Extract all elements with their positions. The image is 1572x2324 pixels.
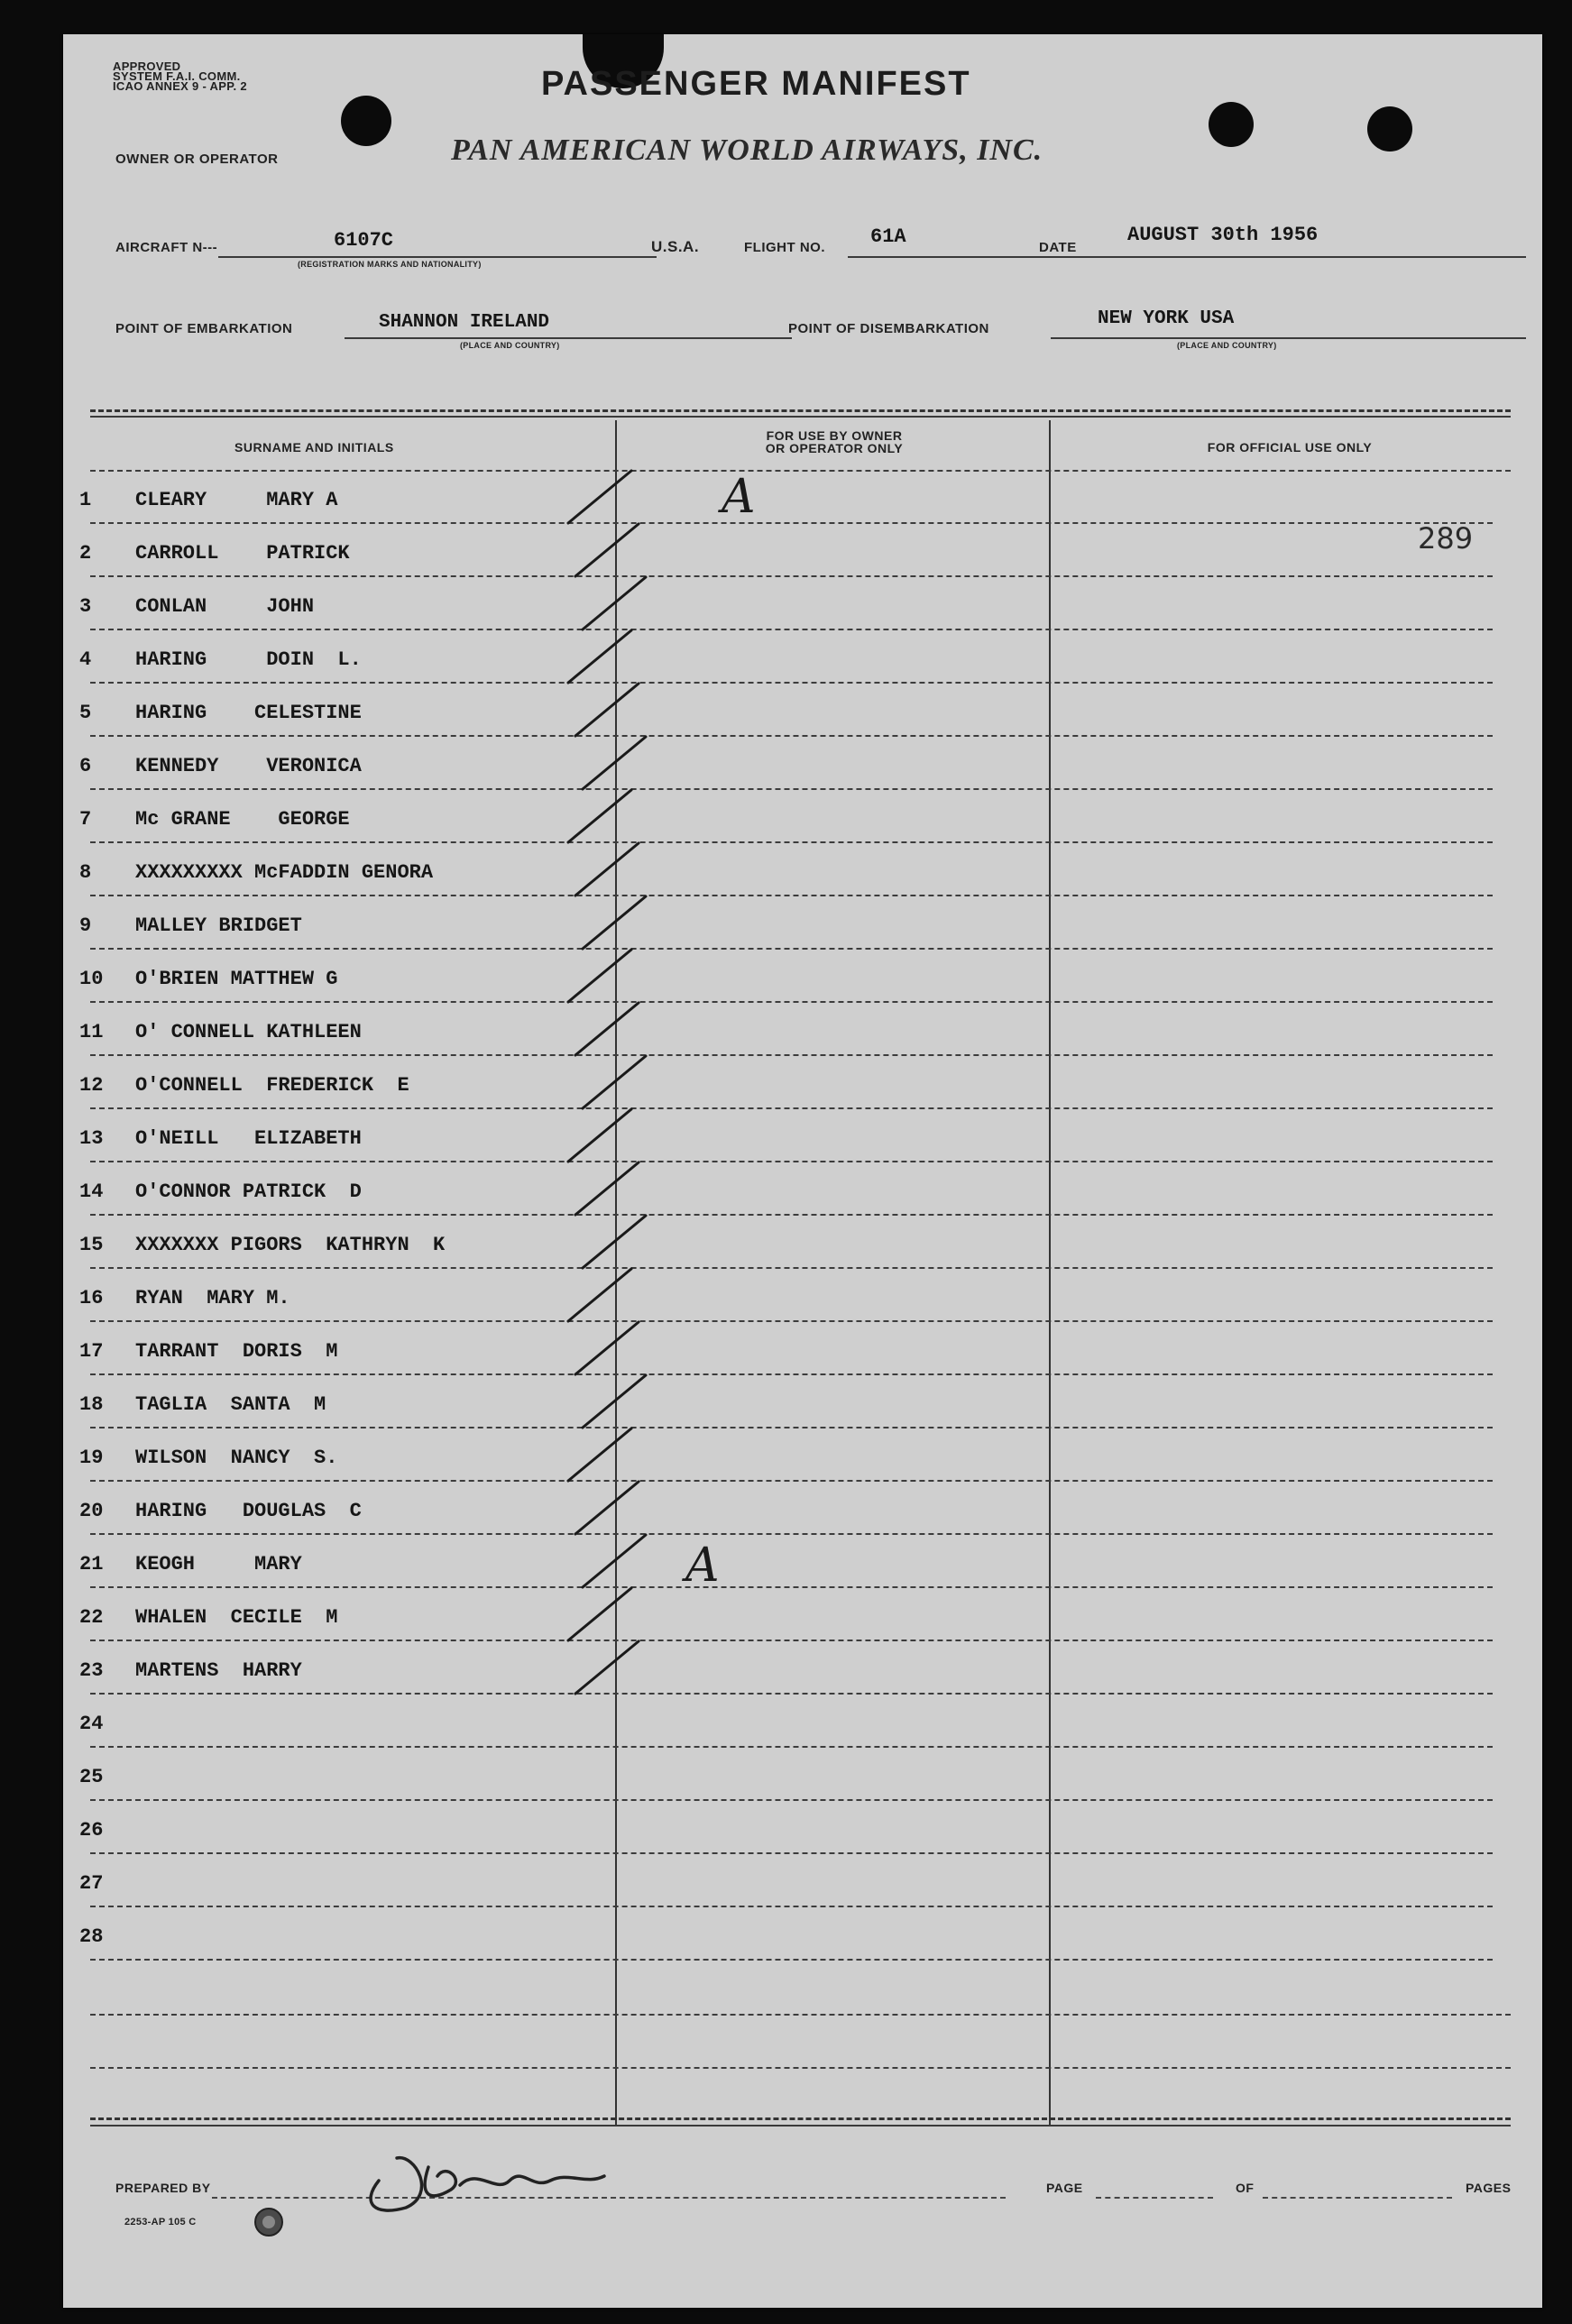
tick-mark (575, 843, 639, 896)
tick-mark (583, 737, 646, 789)
row-number: 11 (79, 1021, 104, 1043)
row-number: 27 (79, 1872, 104, 1895)
page-underline (1096, 2197, 1213, 2199)
aircraft-value: 6107C (334, 229, 394, 252)
row-number: 4 (79, 648, 92, 671)
disembark-place-note: (PLACE AND COUNTRY) (1177, 341, 1277, 350)
passenger-name: XXXXXXX PIGORS KATHRYN K (135, 1234, 446, 1256)
row-number: 28 (79, 1925, 104, 1948)
passenger-name: TAGLIA SANTA M (135, 1393, 326, 1416)
passenger-name: O'NEILL ELIZABETH (135, 1127, 362, 1150)
passenger-name: CARROLL PATRICK (135, 542, 350, 565)
tick-mark (575, 1482, 639, 1534)
passenger-name: HARING DOUGLAS C (135, 1500, 362, 1522)
owner-value: PAN AMERICAN WORLD AIRWAYS, INC. (451, 133, 1043, 167)
passenger-name: Mc GRANE GEORGE (135, 808, 350, 831)
row-number: 8 (79, 861, 92, 884)
row-number: 15 (79, 1234, 104, 1256)
passenger-name: KEOGH MARY (135, 1553, 302, 1575)
row-number: 25 (79, 1766, 104, 1788)
flight-value: 61A (870, 225, 906, 248)
mark-a: A (722, 470, 756, 524)
embark-label: POINT OF EMBARKATION (115, 321, 293, 336)
tick-mark (568, 471, 631, 523)
row-number: 14 (79, 1180, 104, 1203)
passenger-name: O'BRIEN MATTHEW G (135, 968, 338, 990)
tick-mark (568, 630, 631, 683)
registration-note: (REGISTRATION MARKS AND NATIONALITY) (298, 260, 482, 269)
tick-mark (575, 524, 639, 576)
tick-mark (568, 950, 631, 1002)
row-number: 18 (79, 1393, 104, 1416)
row-number: 19 (79, 1447, 104, 1469)
tick-mark (583, 1535, 646, 1587)
tick-mark (583, 577, 646, 629)
column-header-surname: SURNAME AND INITIALS (234, 440, 394, 455)
tick-mark (568, 1269, 631, 1321)
signature (352, 2131, 749, 2221)
of-label: OF (1236, 2181, 1255, 2195)
row-number: 16 (79, 1287, 104, 1309)
row-number: 23 (79, 1659, 104, 1682)
row-number: 5 (79, 702, 92, 724)
approval-line: APPROVED (113, 60, 181, 73)
row-number: 2 (79, 542, 92, 565)
column-header-owner-use: FOR USE BY OWNER OR OPERATOR ONLY (765, 428, 904, 455)
passenger-name: CONLAN JOHN (135, 595, 315, 618)
tick-mark (568, 1588, 631, 1640)
row-number: 21 (79, 1553, 104, 1575)
passenger-name: O'CONNELL FREDERICK E (135, 1074, 409, 1097)
passenger-name: CLEARY MARY A (135, 489, 338, 511)
prepared-by-label: PREPARED BY (115, 2181, 211, 2195)
form-number: 2253-AP 105 C (124, 2217, 197, 2228)
page-title: PASSENGER MANIFEST (541, 65, 971, 103)
passenger-name: RYAN MARY M. (135, 1287, 290, 1309)
of-underline (1263, 2197, 1452, 2199)
passenger-name: WILSON NANCY S. (135, 1447, 338, 1469)
row-number: 22 (79, 1606, 104, 1629)
tick-mark (583, 896, 646, 949)
tick-mark (575, 1162, 639, 1215)
flight-label: FLIGHT NO. (744, 240, 825, 255)
passenger-name: MARTENS HARRY (135, 1659, 302, 1682)
embark-place-note: (PLACE AND COUNTRY) (460, 341, 560, 350)
passenger-name: MALLEY BRIDGET (135, 914, 302, 937)
row-number: 17 (79, 1340, 104, 1363)
tick-marks-layer (63, 34, 1542, 2308)
official-number: 289 (1418, 521, 1474, 556)
date-label: DATE (1039, 240, 1077, 255)
row-number: 20 (79, 1500, 104, 1522)
tick-mark (575, 1641, 639, 1694)
tick-mark (568, 1428, 631, 1481)
row-number: 6 (79, 755, 92, 777)
passenger-name: HARING CELESTINE (135, 702, 362, 724)
passenger-name: WHALEN CECILE M (135, 1606, 338, 1629)
row-number: 26 (79, 1819, 104, 1842)
pages-label: PAGES (1466, 2181, 1512, 2195)
tick-mark (575, 1003, 639, 1055)
tick-mark (575, 1322, 639, 1374)
union-bug-icon (253, 2206, 285, 2238)
row-number: 12 (79, 1074, 104, 1097)
passenger-name: O' CONNELL KATHLEEN (135, 1021, 362, 1043)
row-number: 9 (79, 914, 92, 937)
table-bottom-rule (90, 2125, 1511, 2127)
passenger-name: XXXXXXXXX McFADDIN GENORA (135, 861, 434, 884)
row-number: 24 (79, 1713, 104, 1735)
row-number: 1 (79, 489, 92, 511)
aircraft-label: AIRCRAFT N--- (115, 240, 218, 255)
owner-label: OWNER OR OPERATOR (115, 152, 279, 167)
manifest-sheet (63, 34, 1542, 2308)
tick-mark (583, 1216, 646, 1268)
tick-mark (568, 790, 631, 842)
column-header-official: FOR OFFICIAL USE ONLY (1207, 440, 1373, 455)
disembark-label: POINT OF DISEMBARKATION (788, 321, 989, 336)
approval-line: ICAO ANNEX 9 - APP. 2 (113, 79, 247, 93)
table-bottom-rule (90, 2117, 1511, 2120)
disembark-value: NEW YORK USA (1098, 308, 1235, 329)
row-number: 13 (79, 1127, 104, 1150)
row-number: 10 (79, 968, 104, 990)
tick-mark (583, 1375, 646, 1428)
tick-mark (583, 1056, 646, 1108)
usa-label: U.S.A. (651, 238, 700, 255)
page-label: PAGE (1046, 2181, 1083, 2195)
row-number: 7 (79, 808, 92, 831)
passenger-name: HARING DOIN L. (135, 648, 362, 671)
passenger-name: O'CONNOR PATRICK D (135, 1180, 362, 1203)
passenger-name: TARRANT DORIS M (135, 1340, 338, 1363)
mark-a: A (685, 1539, 720, 1593)
passenger-name: KENNEDY VERONICA (135, 755, 362, 777)
embark-value: SHANNON IRELAND (379, 312, 550, 333)
date-value: AUGUST 30th 1956 (1127, 224, 1319, 246)
tick-mark (568, 1109, 631, 1162)
row-number: 3 (79, 595, 92, 618)
approval-line: SYSTEM F.A.I. COMM. (113, 69, 241, 83)
tick-mark (575, 684, 639, 736)
